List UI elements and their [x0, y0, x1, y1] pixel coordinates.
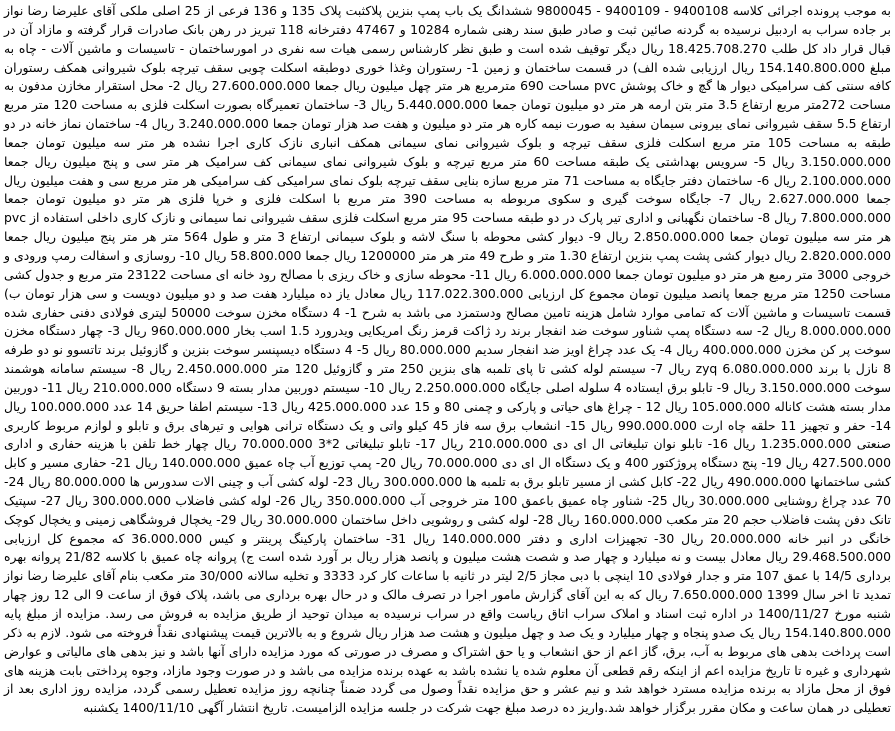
auction-notice-text: به موجب پرونده اجرائی کلاسه 9400108 - 9400109 - 9800045 ششدانگ یک باب پمپ بنزین پلاکثبت پلاک 135 و 136 فرعی از 25 اصلی ملکی آقای علیرضا رضا نواز بر جاده سراب به اردبیل نرسیده به گردنه صائین ثبت و صادر طبق سند رهنی شماره 10284 و 47467 دفترخانه 118 تبریز در رهن بانک صادرات قرار گرفته و مازاد آن در قبال قرار داد کل طلب 18.425.708.270 ریال دیگر توقیف شده است و طبق نظر کارشناس رسمی هیات سه نفری در امورساختمان - تاسیسات و ماشین آلات - چاه به مبلغ 154.140.800.000 ریال ارزیابی شده الف) در قسمت ساختمان و زمین 1- رستوران وغذا خوری دوطبقه اسکلت چوبی سقف تیرچه بلوک شیروانی همکف رستوران کافه سنتی کف سرامیکی دیوار ها گچ و خاک پوشش pvc مساحت 690 مترمربع هر متر چهل میلیون ریال جمعا 27.600.000.000 ریال 2- محل استقرار مخازن مدفون به مساحت 272متر مربع ارتفاع 3.5 متر بتن ارمه هر متر دو میلیون تومان جمعا 5.440.000.000 ریال 3- ساختمان تعمیرگاه بصورت اسکلت فلزی به مساحت 120 متر مربع ارتفاع 5.5 سقف شیروانی نمای بیرونی سیمان سفید به صورت نیمه کاره هر متر دو میلیون و هفت صد هزار تومان جمعا 3.240.000.000 ریال 4- ساختمان نماز خانه در دو طبقه به مساحت 105 متر مربع اسکلت فلزی سقف تیرچه و بلوک شیروانی نمای سیمانی همکف انباری نازک کاری اجرا نشده هر متر سه میلیون تومان جمعا 3.150.000.000 ریال 5- سرویس بهداشتی یک طبقه مساحت 60 متر مربع تیرچه و بلوک شیروانی نمای سیمانی کف سرامیک هر متر سی و پنج میلیون ریال جمعا 2.100.000.000 ریال 6- ساختمان دفتر جایگاه به مساحت 71 متر مربع سازه بنایی سقف تیرچه بلوک نمای سرامیکی کف سرامیکی هر متر مربع سی و هفت میلیون ریال جمعا 2.627.000.000 ریال 7- جایگاه سوخت گیری و سکوی مربوطه به مساحت 390 متر مربع با اسکلت فلزی و خرپا فلزی هر متر دو میلیون تومان جمعا 7.800.000.000 ریال 8- ساختمان نگهبانی و اداری تیر پارک در دو طبقه مساحت 95 متر مربع اسکلت فلزی سقف شیروانی نما سیمانی و نازک کاری داخلی استفاده از pvc هر متر سه میلیون تومان جمعا 2.850.000.000 ریال 9- دیوار کشی محوطه با سنگ لاشه و بلوک سیمانی ارتفاع 3 متر و طول 564 متر هر متر پنج میلیون ریال جمعا 2.820.000.000 ریال دیوار کشی پشت پمپ بنزین ارتفاع 1.30 متر و طرح 49 متر هر متر 1200000 ریال جمعا 58.800.000 ریال 10- روسازی و اسفالت رمپ ورودی و خروجی 3000 متر رمبع هر متر دو میلیون تومان جمعا 6.000.000.000 ریال 11- محوطه سازی و خاک ریزی با مصالح رود خانه ای مساحت 23122 متر مربع و جدول کشی مساحت 1250 متر مربع جمعا پانصد میلیون تومان مجموع کل ارزیابی 117.022.300.000 ریال معادل یاز ده میلیارد هفت صد و دو میلیون دویست و سی هزار تومان ب) قسمت تاسیسات و ماشین آلات که تمامی موارد شامل هزینه تامین مصالح ودستمزد می باشد به شرح 1- 4 دستگاه مخزن سوخت 50000 لیتری فولادی دفنی حفاری شده 8.000.000.000 ریال 2- سه دستگاه پمپ شناور سوخت ضد انفجار برند رد ژاکت قرمز رنگ امریکایی ویدرورد 1.5 اسب بخار 960.000.000 ریال 3- چهار دستگاه مخزن سوخت پر کن مخزن 400.000.000 ریال 4- یک عدد چراغ اویز ضد انفجار سدیم 80.000.000 ریال 5- 4 دستگاه دیسپنسر سوخت بنزین و گازوئیل برند تاتسوو نو دو طرفه 8 نازل با برند zyq 6.080.000.000 ریال 7- سیستم لوله کشی تا پای تلمبه های بنزین 250 متر و گازوئیل 120 متر 2.450.000.000 ریال 8- سیستم سامانه هوشمند سوخت 3.150.000.000 ریال 9- تابلو برق ایستاده 4 سلوله اصلی جایگاه 2.250.000.000 ریال 10- سیستم دوربین مدار بسته 9 دستگاه 210.000.000 ریال 11- دوربین مدار بسته هشت کاناله 105.000.000 ریال 12 - چراغ های حیاتی و پارکی و چمنی 80 و 15 عدد 425.000.000 ریال 13- سیستم اطفا حریق 14 عدد 100.000.000 ریال 14- حفر و تجهیز 11 حلقه چاه ارت 990.000.000 ریال 15- انشعاب برق سه فاز 45 کیلو واتی و یک دستگاه ترانی هوایی و تیرهای برق و تابلو و لوازم مربوط کاربری صنعتی 1.235.000.000 ریال 16- تابلو نوان تبلیغاتی ال ای دی 210.000.000 ریال 17- تابلو تبلیغاتی 2*3 70.000.000 ریال چهار خط تلفن با هزینه حفاری و اداری 427.500.000 ریال 19- پنج دستگاه پروژکتور 400 و یک دستگاه ال ای دی 70.000.000 ریال 20- پمپ توزیع آب چاه عمیق 140.000.000 ریال 21- حفاری مسیر و کابل کشی ساختمانها 490.000.000 ریال 22- کابل کشی از مسیر تابلو برق به تلمبه ها 300.000.000 ریال 23- لوله کشی آب و چینی الات سدورس ها 80.000.000 ریال 24- 70 عدد چراغ روشنایی 30.000.000 ریال 25- شناور چاه عمیق باعمق 100 متر خروجی آب 350.000.000 ریال 26- لوله کشی فاضلاب 300.000.000 ریال 27- سپتیک تانک دفن پشت فاضلاب حجم 20 متر مکعب 160.000.000 ریال 28- لوله کشی و روشویی داخل ساختمان 30.000.000 ریال 29- یخچال فروشگاهی زمینی و یخچال کوچک خانگی در انبر خانه 20.000.000 ریال 30- تجهیزات اداری و دفتر 140.000.000 ریال 31- ساختمان پارکینگ پرینتر و کیس 36.000.000 که مجموع کل ارزیابی 29.468.500.000 ریال معادل بیست و نه میلیارد و چهار صد و شصت هشت میلیون و پانصد هزار ریال بر آورد شده است ج) پروانه چاه عمیق با کلاسه 21/82 پروانه بهره برداری 14/5 با عمق 107 متر و جدار فولادی 10 اینچی با دبی مجاز 2/5 لیتر در ثانیه با ساعات کار کرد 3333 و تخلیه سالانه 30/000 متر مکعب بنام آقای علیرضا رضا نواز تمدید تا اخر سال 1399 7.650.000.000 ریال که به این آقای گزارش مامور اجرا در تصرف مالک و در حال بهره برداری می باشد، پلاک فوق از ساعت 9 الی 12 روز چهار شنبه مورخ 1400/11/27 در اداره ثبت اسناد و املاک سراب اتاق ریاست واقع در سراب نرسیده به میدان توحید از طریق مزایده به فروش می رسد. مزایده از مبلغ پایه 154.140.800.000 ریال یک صدو پنجاه و چهار میلیارد و یک صد و چهل میلیون و هشت صد هزار ریال شروع و به بالاترین قیمت پیشنهادی نقداً فروخته می شود. لازم به ذکر است پرداخت بدهی های مربوط به آب، برق، گاز اعم از حق انشعاب و یا حق اشتراک و مصرف در صورتی که مورد مزایده دارای آنها باشد و نیز بدهی های مالیاتی و عوارض شهرداری و غیره تا تاریخ مزایده اعم از اینکه رقم قطعی آن معلوم شده یا نشده باشد به عهده برنده مزایده می باشد و در صورت وجود مازاد، وجوه پرداختی بابت هزینه های فوق از محل مازاد به برنده مزایده مسترد خواهد شد و نیم عشر و حق مزایده نقداً وصول می گردد ضمناً چنانچه روز مزایده تعطیل رسمی گردد، مزایده روز اداری بعد از تعطیلی در همان ساعت و مکان مقرر برگزار خواهد شد.واریز ده درصد مبلغ جهت شرکت در جلسه مزایده الزامیست. تاریخ انتشار آگهی 1400/11/10 یکشنبه: [4, 3, 892, 716]
